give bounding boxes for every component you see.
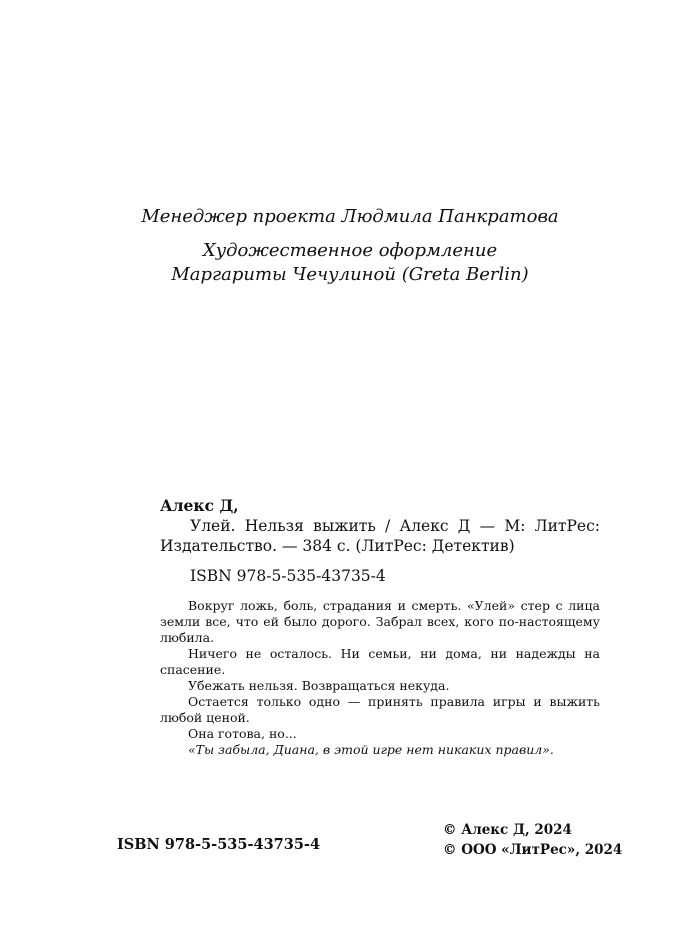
design-line-1: Художественное оформление xyxy=(202,240,498,261)
annotation-paragraph: Ничего не осталось. Ни семьи, ни дома, ни надежды на спасение. xyxy=(160,646,600,677)
annotation-paragraph: Остается только одно — принять правила игры и выжить любой ценой. xyxy=(160,694,600,725)
credits-block xyxy=(0,205,700,287)
annotation-paragraph: Убежать нельзя. Возвращаться некуда. xyxy=(188,678,450,693)
design-line-2: Маргариты Чечулиной (Greta Berlin) xyxy=(171,264,529,285)
bibliographic-entry: Улей. Нельзя выжить / Алекс Д — М: ЛитРес: Издательство. — 384 с. (ЛитРес: Детектив) xyxy=(160,517,600,555)
annotation-paragraph: Она готова, но... xyxy=(188,726,297,741)
copyright-author: © Алекс Д, 2024 xyxy=(443,822,572,838)
isbn-bottom: ISBN 978-5-535-43735-4 xyxy=(117,836,321,853)
author-heading: Алекс Д, xyxy=(160,496,239,515)
copyright-publisher: © ООО «ЛитРес», 2024 xyxy=(443,842,623,858)
annotation-quote: «Ты забыла, Диана, в этой игре нет никаких правил». xyxy=(188,742,554,757)
bibliographic-block xyxy=(160,496,600,758)
isbn-line: ISBN 978-5-535-43735-4 xyxy=(190,567,386,585)
project-manager-line: Менеджер проекта Людмила Панкратова xyxy=(141,206,559,227)
copyright-block xyxy=(443,820,622,860)
spacer xyxy=(0,229,700,239)
annotation-paragraph: Вокруг ложь, боль, страдания и смерть. «Улей» стер с лица земли все, что ей было дорого. Забрал всех, кого по-настоящему любила. xyxy=(160,598,600,645)
annotation xyxy=(160,598,600,758)
